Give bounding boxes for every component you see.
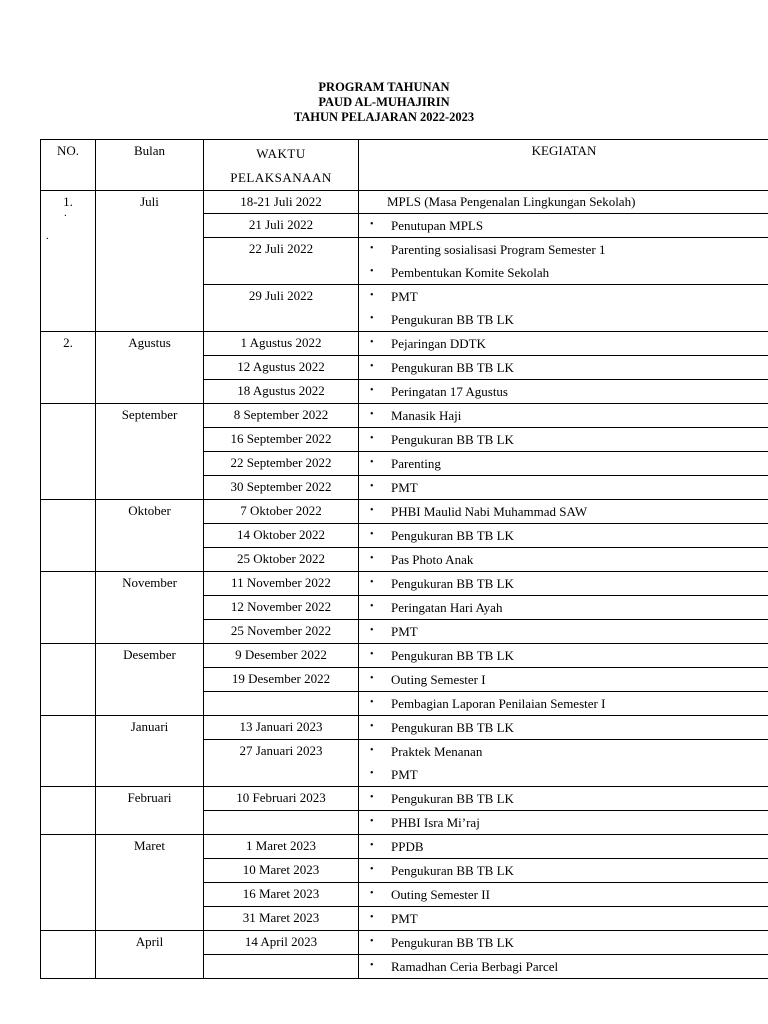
activity-text: PHBI Isra Mi’raj <box>391 815 480 830</box>
activity-item <box>359 308 768 331</box>
table-row <box>41 716 768 740</box>
activity-item <box>359 261 768 284</box>
cell-waktu: 14 Oktober 2022 <box>204 524 359 548</box>
cell-kegiatan <box>359 476 768 500</box>
bullet-icon: • <box>370 481 374 492</box>
bullet-icon: • <box>370 792 374 803</box>
activity-item <box>359 787 768 810</box>
bullet-icon: • <box>370 266 374 277</box>
header-waktu-pelaksanaan <box>204 140 359 191</box>
cell-waktu: 1 Maret 2023 <box>204 835 359 859</box>
cell-waktu: 7 Oktober 2022 <box>204 500 359 524</box>
table-row <box>41 572 768 596</box>
activity-item <box>359 763 768 786</box>
cell-waktu: 10 Februari 2023 <box>204 787 359 811</box>
cell-waktu <box>204 811 359 835</box>
cell-kegiatan <box>359 859 768 883</box>
bullet-icon: • <box>370 721 374 732</box>
cell-kegiatan <box>359 596 768 620</box>
activity-item <box>359 931 768 954</box>
activity-text: PMT <box>391 480 418 495</box>
cell-waktu: 11 November 2022 <box>204 572 359 596</box>
activity-text: Pengukuran BB TB LK <box>391 935 514 950</box>
activity-text: Pas Photo Anak <box>391 552 474 567</box>
cell-no <box>41 931 96 979</box>
cell-waktu: 12 November 2022 <box>204 596 359 620</box>
cell-waktu: 31 Maret 2023 <box>204 907 359 931</box>
cell-kegiatan <box>359 716 768 740</box>
cell-kegiatan <box>359 955 768 979</box>
title-school-name: PAUD AL-MUHAJIRIN <box>318 95 450 109</box>
bullet-icon: • <box>370 433 374 444</box>
table-row <box>41 787 768 811</box>
cell-waktu: 12 Agustus 2022 <box>204 356 359 380</box>
cell-kegiatan <box>359 692 768 716</box>
cell-kegiatan <box>359 548 768 572</box>
activity-item <box>359 524 768 547</box>
activity-item <box>359 238 768 261</box>
table-row <box>41 931 768 955</box>
activity-text: PMT <box>391 289 418 304</box>
document-title <box>0 80 768 125</box>
header-waktu-line2: PELAKSANAAN <box>230 170 332 185</box>
activity-text: MPLS (Masa Pengenalan Lingkungan Sekolah) <box>387 194 636 209</box>
activity-item <box>359 356 768 379</box>
activity-text: Peringatan 17 Agustus <box>391 384 508 399</box>
activity-text: Pejaringan DDTK <box>391 336 486 351</box>
bullet-icon: • <box>370 577 374 588</box>
activity-text: Ramadhan Ceria Berbagi Parcel <box>391 959 559 974</box>
bullet-icon: • <box>370 960 374 971</box>
activity-text: PMT <box>391 624 418 639</box>
activity-item <box>359 596 768 619</box>
activity-item <box>359 285 768 308</box>
cell-waktu: 27 Januari 2023 <box>204 740 359 787</box>
header-waktu-line1: WAKTU <box>256 146 306 161</box>
bullet-icon: • <box>370 768 374 779</box>
cell-bulan: Februari <box>96 787 204 835</box>
activity-text: Pengukuran BB TB LK <box>391 528 514 543</box>
bullet-icon: • <box>370 936 374 947</box>
activity-item <box>359 811 768 834</box>
cell-kegiatan <box>359 238 768 285</box>
cell-kegiatan <box>359 740 768 787</box>
cell-waktu: 16 Maret 2023 <box>204 883 359 907</box>
cell-waktu: 13 Januari 2023 <box>204 716 359 740</box>
bullet-icon: • <box>370 290 374 301</box>
cell-kegiatan <box>359 572 768 596</box>
cell-bulan: Juli <box>96 191 204 332</box>
bullet-icon: • <box>370 816 374 827</box>
cell-bulan: September <box>96 404 204 500</box>
activity-item <box>359 668 768 691</box>
cell-waktu: 21 Juli 2022 <box>204 214 359 238</box>
cell-no <box>41 500 96 572</box>
activity-item <box>359 452 768 475</box>
cell-waktu: 25 November 2022 <box>204 620 359 644</box>
cell-bulan: Agustus <box>96 332 204 404</box>
activity-text: Outing Semester II <box>391 887 490 902</box>
activity-item <box>359 907 768 930</box>
activity-text: PHBI Maulid Nabi Muhammad SAW <box>391 504 588 519</box>
activity-text: PPDB <box>391 839 424 854</box>
cell-bulan: November <box>96 572 204 644</box>
cell-no <box>41 572 96 644</box>
program-table <box>40 139 768 979</box>
activity-item <box>359 214 768 237</box>
bullet-icon: • <box>370 385 374 396</box>
activity-text: Pengukuran BB TB LK <box>391 720 514 735</box>
cell-waktu: 14 April 2023 <box>204 931 359 955</box>
cell-waktu <box>204 955 359 979</box>
cell-kegiatan <box>359 931 768 955</box>
bullet-icon: • <box>370 219 374 230</box>
activity-text: Pengukuran BB TB LK <box>391 576 514 591</box>
cell-kegiatan <box>359 356 768 380</box>
activity-item <box>359 500 768 523</box>
activity-item <box>359 692 768 715</box>
table-header-row <box>41 140 768 191</box>
header-kegiatan: KEGIATAN <box>359 140 768 191</box>
cell-waktu: 30 September 2022 <box>204 476 359 500</box>
cell-waktu: 19 Desember 2022 <box>204 668 359 692</box>
bullet-icon: • <box>370 649 374 660</box>
activity-item <box>359 332 768 355</box>
cell-waktu: 22 Juli 2022 <box>204 238 359 285</box>
cell-kegiatan <box>359 835 768 859</box>
cell-no <box>41 644 96 716</box>
cell-kegiatan <box>359 404 768 428</box>
cell-kegiatan <box>359 452 768 476</box>
table-row <box>41 644 768 668</box>
cell-no: 1. <box>41 191 96 332</box>
cell-kegiatan <box>359 332 768 356</box>
cell-kegiatan <box>359 285 768 332</box>
activity-item <box>359 740 768 763</box>
activity-text: Pembentukan Komite Sekolah <box>391 265 550 280</box>
table-body <box>41 191 768 979</box>
activity-text: Pengukuran BB TB LK <box>391 791 514 806</box>
activity-item <box>359 404 768 427</box>
cell-kegiatan <box>359 668 768 692</box>
bullet-icon: • <box>370 601 374 612</box>
activity-text: Outing Semester I <box>391 672 486 687</box>
activity-text: Pengukuran BB TB LK <box>391 432 514 447</box>
activity-text: Penutupan MPLS <box>391 218 484 233</box>
cell-kegiatan <box>359 428 768 452</box>
table-row <box>41 404 768 428</box>
table-row <box>41 332 768 356</box>
table-row <box>41 500 768 524</box>
activity-item <box>359 883 768 906</box>
cell-kegiatan <box>359 811 768 835</box>
activity-text: Manasik Haji <box>391 408 462 423</box>
bullet-icon: • <box>370 457 374 468</box>
cell-waktu: 8 September 2022 <box>204 404 359 428</box>
bullet-icon: • <box>370 313 374 324</box>
cell-waktu: 10 Maret 2023 <box>204 859 359 883</box>
cell-bulan: April <box>96 931 204 979</box>
cell-kegiatan <box>359 380 768 404</box>
bullet-icon: • <box>370 625 374 636</box>
activity-text: Pengukuran BB TB LK <box>391 360 514 375</box>
activity-text: Parenting sosialisasi Program Semester 1 <box>391 242 606 257</box>
cell-waktu <box>204 692 359 716</box>
bullet-icon: • <box>370 553 374 564</box>
stray-mark-2: . <box>46 230 49 242</box>
cell-no <box>41 716 96 787</box>
cell-kegiatan <box>359 620 768 644</box>
bullet-icon: • <box>370 864 374 875</box>
cell-bulan: Oktober <box>96 500 204 572</box>
cell-waktu: 22 September 2022 <box>204 452 359 476</box>
bullet-icon: • <box>370 697 374 708</box>
cell-waktu: 16 September 2022 <box>204 428 359 452</box>
cell-kegiatan <box>359 787 768 811</box>
activity-text: Parenting <box>391 456 441 471</box>
bullet-icon: • <box>370 337 374 348</box>
bullet-icon: • <box>370 505 374 516</box>
cell-kegiatan <box>359 907 768 931</box>
activity-text: PMT <box>391 911 418 926</box>
cell-bulan: Januari <box>96 716 204 787</box>
cell-no <box>41 404 96 500</box>
cell-waktu: 25 Oktober 2022 <box>204 548 359 572</box>
activity-text: Praktek Menanan <box>391 744 483 759</box>
activity-item <box>359 859 768 882</box>
activity-text: Peringatan Hari Ayah <box>391 600 503 615</box>
activity-text: Pengukuran BB TB LK <box>391 863 514 878</box>
activity-item <box>359 620 768 643</box>
cell-kegiatan <box>359 500 768 524</box>
cell-waktu: 18 Agustus 2022 <box>204 380 359 404</box>
activity-item <box>359 955 768 978</box>
activity-item <box>359 835 768 858</box>
header-no: NO. <box>41 140 96 191</box>
cell-kegiatan <box>359 644 768 668</box>
bullet-icon: • <box>370 409 374 420</box>
activity-item <box>359 572 768 595</box>
activity-text: Pengukuran BB TB LK <box>391 312 514 327</box>
cell-bulan: Desember <box>96 644 204 716</box>
cell-waktu: 9 Desember 2022 <box>204 644 359 668</box>
cell-kegiatan <box>359 883 768 907</box>
activity-item <box>359 380 768 403</box>
header-bulan: Bulan <box>96 140 204 191</box>
activity-item <box>359 476 768 499</box>
table-row <box>41 191 768 214</box>
cell-kegiatan <box>359 524 768 548</box>
activity-text: PMT <box>391 767 418 782</box>
cell-no: 2. <box>41 332 96 404</box>
cell-kegiatan <box>359 214 768 238</box>
cell-no <box>41 787 96 835</box>
bullet-icon: • <box>370 912 374 923</box>
bullet-icon: • <box>370 888 374 899</box>
activity-item <box>359 548 768 571</box>
bullet-icon: • <box>370 361 374 372</box>
activity-item <box>359 716 768 739</box>
cell-bulan: Maret <box>96 835 204 931</box>
activity-item <box>359 644 768 667</box>
bullet-icon: • <box>370 243 374 254</box>
table-row <box>41 835 768 859</box>
bullet-icon: • <box>370 529 374 540</box>
activity-text: Pembagian Laporan Penilaian Semester I <box>391 696 606 711</box>
title-school-year: TAHUN PELAJARAN 2022-2023 <box>293 110 475 124</box>
activity-item <box>359 191 768 213</box>
cell-kegiatan <box>359 191 768 214</box>
stray-mark-1: . <box>64 207 67 219</box>
cell-no <box>41 835 96 931</box>
activity-item <box>359 428 768 451</box>
activity-text: Pengukuran BB TB LK <box>391 648 514 663</box>
bullet-icon: • <box>370 745 374 756</box>
title-program-tahunan: PROGRAM TAHUNAN <box>318 80 450 94</box>
bullet-icon: • <box>370 673 374 684</box>
cell-waktu: 1 Agustus 2022 <box>204 332 359 356</box>
cell-waktu: 29 Juli 2022 <box>204 285 359 332</box>
bullet-icon: • <box>370 840 374 851</box>
cell-waktu: 18-21 Juli 2022 <box>204 191 359 214</box>
